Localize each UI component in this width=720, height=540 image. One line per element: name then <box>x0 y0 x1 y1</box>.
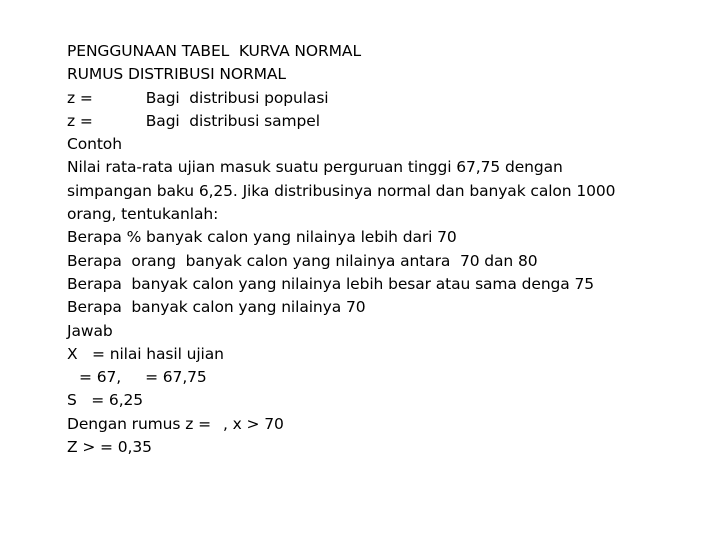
rumus-text-a: Dengan rumus z = <box>67 414 211 433</box>
text-content <box>67 40 687 459</box>
answer-heading: Jawab <box>67 321 113 340</box>
formula-sample-lhs: z = <box>67 111 93 130</box>
formula-sample-note: Bagi distribusi sampel <box>145 111 320 130</box>
formula-population-note: Bagi distribusi populasi <box>145 88 329 107</box>
z-value: Z > = 0,35 <box>67 438 152 457</box>
question-item: Berapa banyak calon yang nilainya 70 <box>67 298 366 317</box>
formula-population-row <box>67 87 687 110</box>
rumus-row <box>67 413 687 436</box>
formula-population-lhs: z = <box>67 88 93 107</box>
question-item: Berapa orang banyak calon yang nilainya antara 70 dan 80 <box>67 251 538 270</box>
page-title: PENGGUNAAN TABEL KURVA NORMAL <box>67 42 361 60</box>
mean-value-b: = 67,75 <box>145 368 207 387</box>
problem-line-3: orang, tentukanlah: <box>67 205 219 224</box>
question-item: Berapa banyak calon yang nilainya lebih besar atau sama denga 75 <box>67 274 595 293</box>
formula-sample-row <box>67 110 687 133</box>
problem-line-1: Nilai rata-rata ujian masuk suatu perguruan tinggi 67,75 dengan <box>67 158 563 177</box>
rumus-text-b: , x > 70 <box>222 414 284 433</box>
problem-line-2: simpangan baku 6,25. Jika distribusinya normal dan banyak calon 1000 <box>67 181 616 200</box>
question-item: Berapa % banyak calon yang nilainya lebih dari 70 <box>67 228 457 247</box>
example-heading: Contoh <box>67 135 122 154</box>
mean-row <box>67 366 687 389</box>
mean-value-a: = 67, <box>79 368 122 387</box>
subtitle: RUMUS DISTRIBUSI NORMAL <box>67 65 286 84</box>
s-definition: S = 6,25 <box>67 391 144 410</box>
x-definition: X = nilai hasil ujian <box>67 344 224 363</box>
